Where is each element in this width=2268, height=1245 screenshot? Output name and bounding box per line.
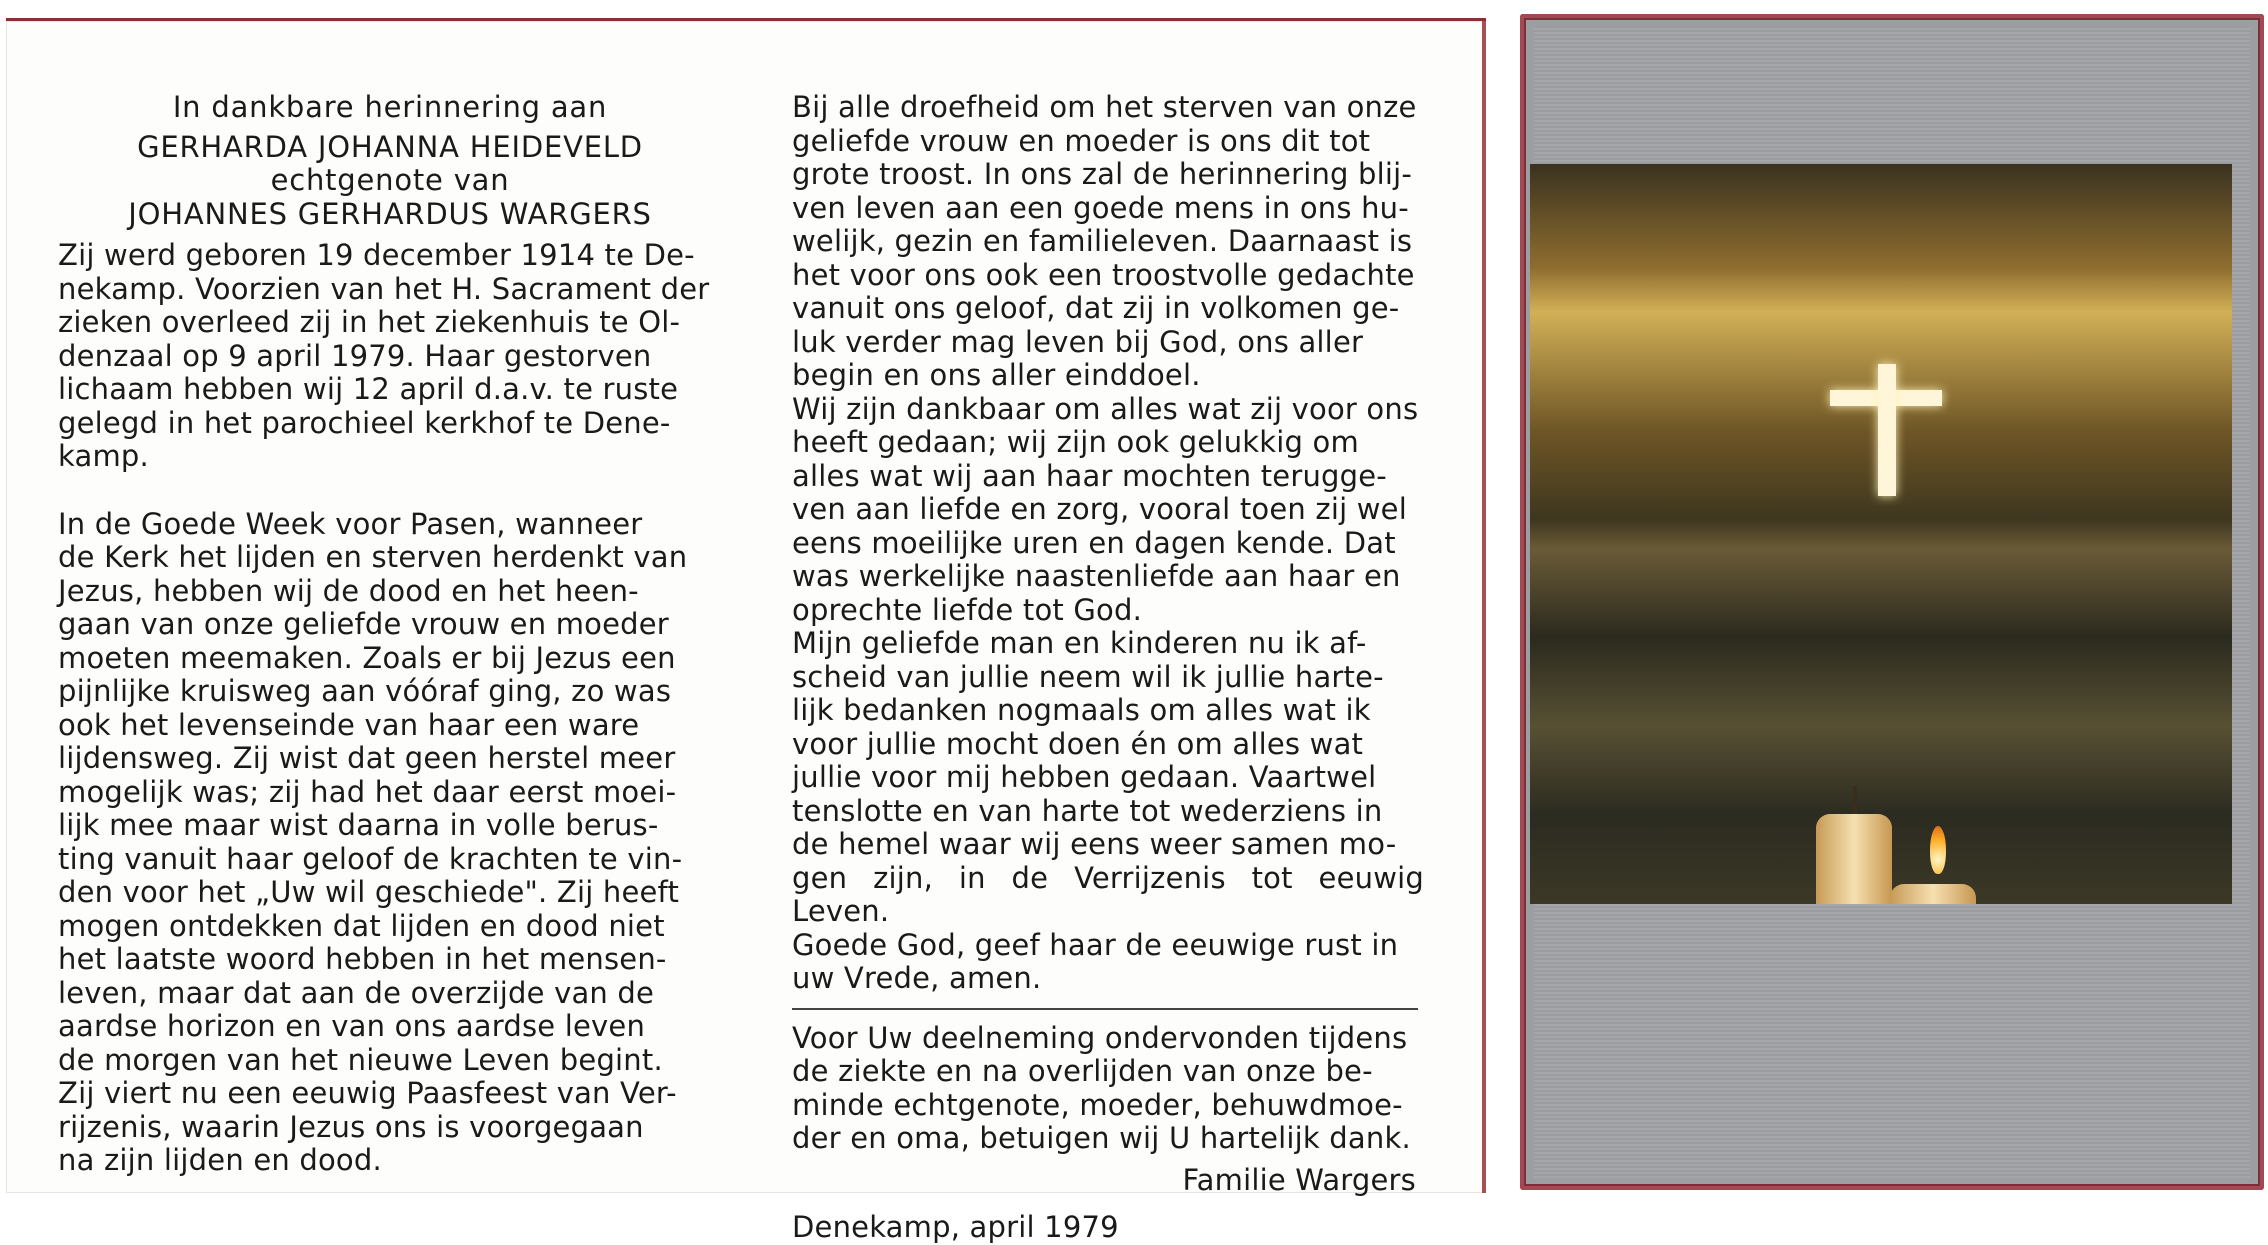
text-line: Bij alle droefheid om het sterven van onze xyxy=(792,90,1417,124)
text-line: jullie voor mij hebben gedaan. Vaartwel xyxy=(792,760,1377,794)
text-line: begin en ons aller einddoel. xyxy=(792,358,1201,392)
text-line: Goede God, geef haar de eeuwige rust in xyxy=(792,927,1399,962)
text-line: lijk mee maar wist daarna in volle berus- xyxy=(58,808,659,842)
text-line: moeten meemaken. Zoals er bij Jezus een xyxy=(58,640,676,675)
gratitude-paragraph xyxy=(792,393,1424,628)
text-line: de hemel waar wij eens weer samen mo- xyxy=(792,827,1397,861)
text-line: Mijn geliefde man en kinderen nu ik af- xyxy=(792,626,1367,660)
text-line: leven, maar dat aan de overzijde van de xyxy=(58,975,655,1010)
candle-icon-small xyxy=(1890,884,1976,904)
card-edge xyxy=(1482,21,1486,1193)
sea-sunset-image xyxy=(1530,164,2232,904)
text-line: ven aan liefde en zorg, vooral toen zij wel xyxy=(792,492,1407,526)
text-line: Voor Uw deelneming ondervonden tijdens xyxy=(792,1020,1408,1055)
spouse-name: JOHANNES GERHARDUS WARGERS xyxy=(128,196,652,231)
reflection-paragraph xyxy=(58,508,722,1178)
text-line: mogen ontdekken dat lijden en dood niet xyxy=(58,908,665,943)
text-line: ven leven aan een goede mens in ons hu- xyxy=(792,190,1409,225)
text-line: Wij zijn dankbaar om alles wat zij voor ons xyxy=(792,391,1419,426)
text-line: gen zijn, in de Verrijzenis tot eeuwig Leven. xyxy=(792,860,1424,928)
text-line: In de Goede Week voor Pasen, wanneer xyxy=(58,506,643,541)
intro-line: In dankbare herinnering aan xyxy=(172,90,608,124)
cross-icon-vertical xyxy=(1878,364,1896,496)
text-line: eens moeilijke uren en dagen kende. Dat xyxy=(792,525,1396,560)
text-line: heeft gedaan; wij zijn ook gelukkig om xyxy=(792,425,1359,459)
text-line: lichaam hebben wij 12 april d.a.v. te ruste xyxy=(58,372,679,406)
text-line: het voor ons ook een troostvolle gedachte xyxy=(792,257,1415,292)
thanks-paragraph xyxy=(792,1022,1424,1156)
text-line: alles wat wij aan haar mochten terugge- xyxy=(792,458,1387,493)
text-line: vanuit ons geloof, dat zij in volkomen ge- xyxy=(792,291,1400,325)
text-line: den voor het „Uw wil geschiede". Zij heeft xyxy=(58,875,680,909)
farewell-paragraph xyxy=(792,627,1424,996)
relation-line: echtgenote van xyxy=(270,163,510,197)
left-column xyxy=(58,91,722,1178)
text-line: aardse horizon en van ons aardse leven xyxy=(58,1009,646,1043)
place-date: Denekamp, april 1979 xyxy=(792,1210,1119,1244)
text-line: de Kerk het lijden en sterven herdenkt van xyxy=(58,540,688,574)
text-line: oprechte liefde tot God. xyxy=(792,592,1143,627)
text-line: ting vanuit haar geloof de krachten te vin- xyxy=(58,841,683,876)
text-line: scheid van jullie neem wil ik jullie harte- xyxy=(792,659,1384,694)
text-line: was werkelijke naastenliefde aan haar en xyxy=(792,559,1401,593)
text-line: welijk, gezin en familieleven. Daarnaast is xyxy=(792,224,1413,258)
text-line: mogelijk was; zij had het daar eerst moei- xyxy=(58,774,677,809)
memorial-card-front xyxy=(1520,14,2264,1190)
text-line: gelegd in het parochieel kerkhof te Dene- xyxy=(58,405,671,440)
biography-paragraph xyxy=(58,239,722,474)
text-line: pijnlijke kruisweg aan vóóraf ging, zo was xyxy=(58,674,672,708)
comfort-paragraph xyxy=(792,91,1424,393)
text-line: de ziekte en na overlijden van onze be- xyxy=(792,1054,1373,1088)
text-line: ook het levenseinde van haar een ware xyxy=(58,707,640,742)
divider xyxy=(792,1008,1418,1010)
flame-icon xyxy=(1930,826,1946,874)
text-line: na zijn lijden en dood. xyxy=(58,1143,382,1177)
text-line: denzaal op 9 april 1979. Haar gestorven xyxy=(58,338,652,373)
text-line: luk verder mag leven bij God, ons aller xyxy=(792,324,1364,359)
text-line: geliefde vrouw en moeder is ons dit tot xyxy=(792,123,1371,158)
text-line: gaan van onze geliefde vrouw en moeder xyxy=(58,607,669,641)
memorial-card-inside xyxy=(6,18,1486,1244)
text-line: Zij viert nu een eeuwig Paasfeest van Ver- xyxy=(58,1076,677,1110)
deceased-name: GERHARDA JOHANNA HEIDEVELD xyxy=(137,129,643,164)
text-line: zieken overleed zij in het ziekenhuis te Ol- xyxy=(58,305,681,339)
text-line: lijk bedanken nogmaals om alles wat ik xyxy=(792,693,1371,727)
text-line: grote troost. In ons zal de herinnering blij- xyxy=(792,157,1413,191)
candle-icon xyxy=(1816,814,1892,904)
text-line: der en oma, betuigen wij U hartelijk dank. xyxy=(792,1121,1411,1155)
text-line: lijdensweg. Zij wist dat geen herstel meer xyxy=(58,741,676,775)
text-line: Zij werd geboren 19 december 1914 te De- xyxy=(58,238,695,272)
text-line: tenslotte en van harte tot wederziens in xyxy=(792,793,1383,828)
text-line: rijzenis, waarin Jezus ons is voorgegaan xyxy=(58,1109,644,1144)
text-line: nekamp. Voorzien van het H. Sacrament der xyxy=(58,271,710,306)
text-line: uw Vrede, amen. xyxy=(792,961,1042,995)
text-line: minde echtgenote, moeder, behuwdmoe- xyxy=(792,1087,1403,1122)
family-signature: Familie Wargers xyxy=(1182,1162,1416,1197)
text-line: de morgen van het nieuwe Leven begint. xyxy=(58,1042,663,1077)
text-line: Jezus, hebben wij de dood en het heen- xyxy=(58,573,639,608)
text-line: het laatste woord hebben in het mensen- xyxy=(58,942,667,976)
right-column xyxy=(792,91,1424,1245)
candle-wick xyxy=(1853,786,1857,816)
text-line: kamp. xyxy=(58,439,149,473)
text-line: voor jullie mocht doen én om alles wat xyxy=(792,726,1364,761)
